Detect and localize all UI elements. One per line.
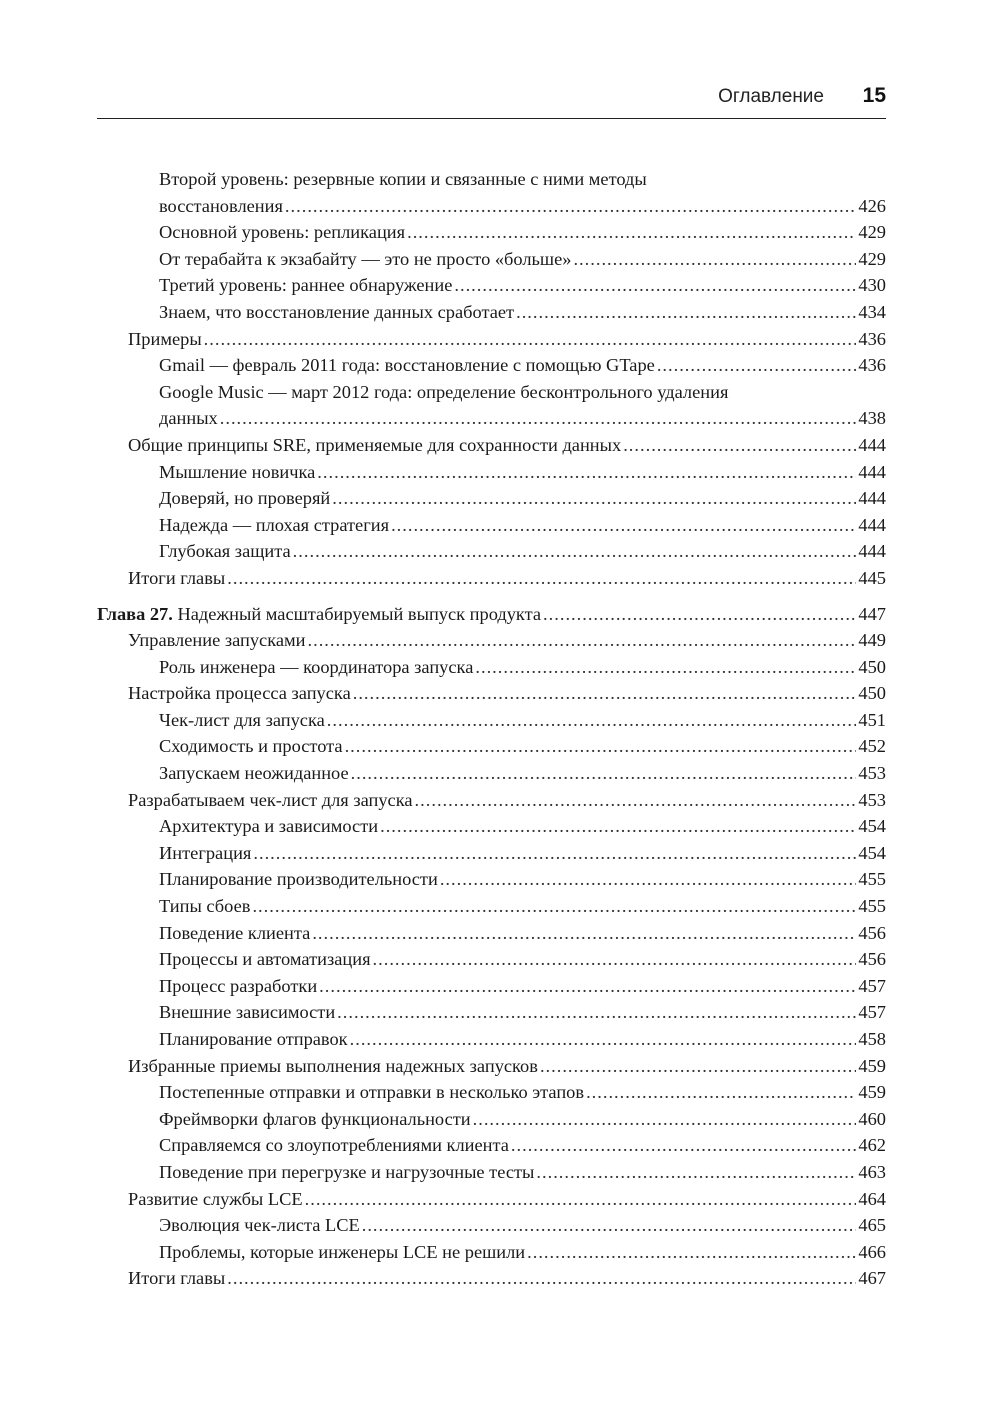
- toc-entry-line: [159, 973, 886, 1000]
- toc-entry-page-number: 447: [858, 603, 886, 624]
- toc-entry-title-text: Знаем, что восстановление данных сработает: [159, 301, 515, 322]
- toc-entry-title-text: Развитие службы LCE: [128, 1188, 303, 1209]
- toc-entry-title-text: Чек-лист для запуска: [159, 709, 325, 730]
- toc-entry-title-text: Надежда — плохая стратегия: [159, 514, 390, 535]
- toc-entry-page-number: 449: [858, 630, 886, 651]
- toc-entry-page-number: 454: [858, 816, 886, 837]
- toc-entry-title: [159, 1212, 360, 1239]
- toc-entry[interactable]: [97, 840, 886, 867]
- dot-leader: [252, 893, 856, 920]
- dot-leader: [285, 193, 856, 220]
- toc-entry-line: [159, 813, 886, 840]
- toc-entry-title-text: Роль инженера — координатора запуска: [159, 656, 474, 677]
- toc-entry-line: [128, 565, 886, 592]
- toc-entry-page-number: 430: [858, 275, 886, 296]
- toc-entry-title-line: Второй уровень: резервные копии и связанные с ними методы: [159, 169, 647, 189]
- toc-entry[interactable]: [97, 680, 886, 707]
- dot-leader: [293, 538, 857, 565]
- toc-entry-title-text: Управление запусками: [128, 630, 306, 651]
- toc-entry-line: [159, 1212, 886, 1239]
- toc-entry-page-number: 457: [858, 1002, 886, 1023]
- toc-entry-title: [159, 654, 473, 681]
- toc-entry-title-text: Фреймворки флагов функциональности: [159, 1108, 471, 1129]
- toc-entry-line: [159, 1132, 886, 1159]
- toc-entry-title-text: Третий уровень: раннее обнаружение: [159, 275, 453, 296]
- toc-entry-title: [159, 272, 452, 299]
- dot-leader: [350, 1026, 857, 1053]
- toc-entry-title: [159, 485, 330, 512]
- toc-entry-title: [159, 733, 343, 760]
- toc-entry-title: [128, 326, 202, 353]
- toc-entry[interactable]: [97, 920, 886, 947]
- toc-entry-line: [159, 405, 886, 432]
- toc-entry-title: [128, 1265, 225, 1292]
- toc-entry-line: [159, 1239, 886, 1266]
- toc-entry-title-text: Итоги главы: [128, 567, 226, 588]
- toc-entry-title-text: Избранные приемы выполнения надежных запусков: [128, 1055, 538, 1076]
- toc-entry[interactable]: [97, 1212, 886, 1239]
- toc-entry-title: [159, 299, 514, 326]
- toc-entry-page-number: 450: [858, 683, 886, 704]
- toc-entry-title: [128, 680, 351, 707]
- toc-entry[interactable]: [97, 459, 886, 486]
- toc-entry-line: [128, 1053, 886, 1080]
- toc-entry-title: [159, 866, 438, 893]
- toc-entry-title-text: Проблемы, которые инженеры LCE не решили: [159, 1241, 526, 1262]
- toc-entry-title: [159, 920, 310, 947]
- toc-entry[interactable]: [97, 379, 886, 432]
- dot-leader: [373, 946, 857, 973]
- toc-entry-line: [159, 459, 886, 486]
- toc-entry[interactable]: [97, 973, 886, 1000]
- toc-entry-page-number: 462: [858, 1135, 886, 1156]
- toc-entry-page-number: 451: [858, 709, 886, 730]
- toc-entry-page-number: 444: [858, 488, 886, 509]
- toc-entry-title-text: Разрабатываем чек-лист для запуска: [128, 789, 413, 810]
- toc-entry-line: [159, 1106, 886, 1133]
- toc-entry-title: [159, 760, 349, 787]
- toc-entry-page-number: 463: [858, 1161, 886, 1182]
- toc-entry-title: [159, 1106, 471, 1133]
- toc-entry[interactable]: [97, 485, 886, 512]
- chapter-gap: [97, 592, 886, 601]
- toc-entry-page-number: 426: [858, 195, 886, 216]
- toc-entry-page-number: 429: [858, 248, 886, 269]
- toc-entry-title-text: Поведение клиента: [159, 922, 311, 943]
- dot-leader: [573, 246, 856, 273]
- running-header: [97, 84, 886, 119]
- dot-leader: [407, 219, 856, 246]
- toc-entry-title: [159, 193, 283, 220]
- toc-entry-line: [159, 866, 886, 893]
- dot-leader: [351, 760, 857, 787]
- dot-leader: [220, 405, 857, 432]
- toc-entry-line: [159, 760, 886, 787]
- toc-entry-title: [159, 1026, 348, 1053]
- dot-leader: [337, 999, 856, 1026]
- dot-leader: [586, 1079, 856, 1106]
- toc-entry[interactable]: [97, 893, 886, 920]
- toc-entry-page-number: 456: [858, 949, 886, 970]
- dot-leader: [536, 1159, 856, 1186]
- toc-entry-line: [128, 432, 886, 459]
- dot-leader: [312, 920, 856, 947]
- toc-entry[interactable]: [97, 352, 886, 379]
- toc-entry-line: [159, 1159, 886, 1186]
- toc-entry-line: [159, 246, 886, 273]
- toc-entry[interactable]: [97, 1053, 886, 1080]
- toc-entry-page-number: 453: [858, 789, 886, 810]
- toc-entry-page-number: 444: [858, 461, 886, 482]
- toc-entry-line: [159, 299, 886, 326]
- dot-leader: [475, 654, 856, 681]
- toc-entry-title-text: Gmail — февраль 2011 года: восстановление с помощью GTape: [159, 355, 655, 376]
- toc-entry-line: [159, 999, 886, 1026]
- toc-entry[interactable]: [97, 1239, 886, 1266]
- dot-leader: [527, 1239, 856, 1266]
- dot-leader: [308, 627, 857, 654]
- toc-entry-title: [128, 627, 306, 654]
- toc-entry-page-number: 444: [858, 541, 886, 562]
- dot-leader: [440, 866, 857, 893]
- toc-entry-title-text: Мышление новичка: [159, 461, 316, 482]
- toc-entry[interactable]: [97, 219, 886, 246]
- toc-entry-page-number: 438: [858, 408, 886, 429]
- toc-entry-title-text: Процессы и автоматизация: [159, 949, 371, 970]
- toc-entry-title: [159, 459, 315, 486]
- toc-entry[interactable]: [97, 166, 886, 219]
- toc-entry-title-text: Постепенные отправки и отправки в несколько этапов: [159, 1082, 585, 1103]
- toc-entry[interactable]: [97, 654, 886, 681]
- toc-entry-title: [159, 840, 251, 867]
- toc-entry[interactable]: [97, 1079, 886, 1106]
- toc-entry[interactable]: [97, 1186, 886, 1213]
- toc-entry-title-text: Внешние зависимости: [159, 1002, 336, 1023]
- toc-entry-title: [159, 813, 378, 840]
- toc-entry-title: [159, 512, 389, 539]
- toc-entry-line: [159, 946, 886, 973]
- toc-entry-title: [159, 893, 250, 920]
- toc-entry[interactable]: [97, 512, 886, 539]
- toc-entry-title-text: Планирование отправок: [159, 1029, 348, 1049]
- toc-entry-page-number: 455: [858, 896, 886, 917]
- dot-leader: [332, 485, 856, 512]
- toc-entry-title-text: Эволюция чек-листа LCE: [159, 1215, 360, 1236]
- toc-entry-title: [159, 405, 218, 432]
- dot-leader: [391, 512, 856, 539]
- dot-leader: [345, 733, 857, 760]
- toc-entry-title-text: Процесс разработки: [159, 975, 318, 996]
- toc-entry-line: [159, 920, 886, 947]
- toc-entry-page-number: 436: [858, 355, 886, 376]
- dot-leader: [305, 1186, 857, 1213]
- toc-entry-page-number: 457: [858, 975, 886, 996]
- dot-leader: [543, 601, 856, 628]
- toc-entry-page-number: 459: [858, 1055, 886, 1076]
- toc-entry-title: [159, 538, 291, 565]
- toc-entry-title-text: Настройка процесса запуска: [128, 683, 351, 704]
- dot-leader: [362, 1212, 857, 1239]
- toc-entry-line: [97, 601, 886, 628]
- toc-entry[interactable]: [97, 272, 886, 299]
- toc-entry-line: [159, 193, 886, 220]
- toc-entry-page-number: 458: [858, 1029, 886, 1049]
- toc-entry[interactable]: [97, 326, 886, 353]
- toc-entry-title: [159, 1239, 525, 1266]
- toc-entry-title-text: Поведение при перегрузке и нагрузочные тесты: [159, 1161, 535, 1182]
- dot-leader: [454, 272, 856, 299]
- dot-leader: [319, 973, 856, 1000]
- toc-entry-title-text: Примеры: [128, 328, 202, 349]
- toc-entry-title-text: восстановления: [159, 195, 283, 216]
- toc-entry-page-number: 444: [858, 434, 886, 455]
- toc-entry-line: [159, 840, 886, 867]
- toc-entry-title: [159, 946, 371, 973]
- toc-entry-line: [159, 654, 886, 681]
- toc-entry-title-text: Планирование производительности: [159, 869, 438, 890]
- toc-entry-line: [128, 326, 886, 353]
- toc-entry-line: [128, 680, 886, 707]
- toc-chapter-entry[interactable]: [97, 601, 886, 628]
- dot-leader: [317, 459, 856, 486]
- dot-leader: [623, 432, 856, 459]
- toc-entry-title-text: данных: [159, 408, 218, 429]
- toc-entry[interactable]: [97, 1106, 886, 1133]
- toc-entry-title: [97, 601, 541, 628]
- toc-entry[interactable]: [97, 299, 886, 326]
- toc-entry-page-number: 454: [858, 842, 886, 863]
- toc-entry-title: [159, 1079, 584, 1106]
- toc-entry-line: [159, 352, 886, 379]
- toc-entry-line: [128, 1265, 886, 1292]
- toc-entry-title-text: Запускаем неожиданное: [159, 763, 349, 784]
- toc-entry-page-number: 456: [858, 922, 886, 943]
- toc-entry-title: [128, 787, 413, 814]
- toc-entry-line: [128, 1186, 886, 1213]
- toc-entry-title-text: Итоги главы: [128, 1268, 226, 1289]
- dot-leader: [473, 1106, 857, 1133]
- toc-entry-title: [159, 999, 335, 1026]
- dot-leader: [253, 840, 856, 867]
- toc-entry-page-number: 464: [858, 1188, 886, 1209]
- toc-entry-title-text: От терабайта к экзабайту — это не просто «больше»: [159, 248, 572, 269]
- toc-entry[interactable]: [97, 707, 886, 734]
- dot-leader: [380, 813, 856, 840]
- toc-entry-title-line: Google Music — март 2012 года: определение бесконтрольного удаления: [159, 381, 729, 402]
- toc-entry-page-number: 445: [858, 567, 886, 588]
- toc-entry-title: [159, 1132, 509, 1159]
- toc-entry-line: [159, 485, 886, 512]
- toc-entry-title: [128, 565, 225, 592]
- page-number: 15: [862, 84, 886, 107]
- toc-entry[interactable]: [97, 627, 886, 654]
- toc-entry-page-number: 434: [858, 301, 886, 322]
- toc-entry-page-number: 429: [858, 222, 886, 243]
- toc-entry-page-number: 467: [858, 1268, 886, 1289]
- toc-entry[interactable]: [97, 246, 886, 273]
- toc-entry-title-text: Общие принципы SRE, применяемые для сохранности данных: [128, 434, 622, 455]
- toc-entry-line: [128, 627, 886, 654]
- toc-entry[interactable]: [97, 565, 886, 592]
- toc-entry[interactable]: [97, 432, 886, 459]
- toc-entry-title-text: Основной уровень: репликация: [159, 222, 406, 243]
- toc-entry[interactable]: [97, 760, 886, 787]
- toc-entry-title: [128, 1053, 538, 1080]
- toc-entry-title: [159, 352, 655, 379]
- dot-leader: [516, 299, 856, 326]
- dot-leader: [540, 1053, 856, 1080]
- toc-entry-page-number: 453: [858, 763, 886, 784]
- running-title: Оглавление: [718, 86, 824, 107]
- toc-entry-line: [128, 787, 886, 814]
- toc-entry-title-text: Сходимость и простота: [159, 736, 343, 757]
- toc-entry-line: [159, 1026, 886, 1053]
- toc-entry[interactable]: [97, 813, 886, 840]
- toc-entry-line: [159, 272, 886, 299]
- toc-entry-page-number: 436: [858, 328, 886, 349]
- toc-entry-title: [128, 1186, 303, 1213]
- toc-entry[interactable]: [97, 787, 886, 814]
- dot-leader: [415, 787, 857, 814]
- toc-entry[interactable]: [97, 733, 886, 760]
- table-of-contents: [97, 166, 886, 1292]
- toc-entry-title-text: Глубокая защита: [159, 541, 291, 562]
- toc-entry-title-text: Надежный масштабируемый выпуск продукта: [177, 603, 542, 624]
- chapter-number: Глава 27.: [97, 603, 173, 624]
- toc-entry-title: [159, 973, 317, 1000]
- toc-entry-page-number: 459: [858, 1082, 886, 1103]
- dot-leader: [327, 707, 857, 734]
- toc-entry[interactable]: [97, 946, 886, 973]
- toc-entry-title-text: Справляемся со злоупотреблениями клиента: [159, 1135, 509, 1156]
- toc-entry[interactable]: [97, 1265, 886, 1292]
- toc-entry-title: [159, 1159, 534, 1186]
- toc-entry-page-number: 455: [858, 869, 886, 890]
- dot-leader: [204, 326, 857, 353]
- toc-entry-title-text: Архитектура и зависимости: [159, 816, 379, 837]
- toc-entry[interactable]: [97, 1159, 886, 1186]
- toc-entry[interactable]: [97, 866, 886, 893]
- toc-entry-page-number: 465: [858, 1215, 886, 1236]
- toc-entry-title-text: Типы сбоев: [159, 896, 251, 917]
- toc-entry-page-number: 452: [858, 736, 886, 757]
- dot-leader: [511, 1132, 857, 1159]
- dot-leader: [227, 1265, 856, 1292]
- toc-entry-page-number: 460: [858, 1108, 886, 1129]
- toc-entry-title: [159, 219, 405, 246]
- toc-entry[interactable]: [97, 538, 886, 565]
- dot-leader: [227, 565, 856, 592]
- toc-entry-line: [159, 219, 886, 246]
- toc-entry-line: [159, 538, 886, 565]
- toc-entry-line: [159, 893, 886, 920]
- toc-entry-line: [159, 512, 886, 539]
- dot-leader: [657, 352, 857, 379]
- toc-entry-title: [128, 432, 621, 459]
- toc-entry-page-number: 444: [858, 514, 886, 535]
- dot-leader: [353, 680, 857, 707]
- toc-entry-title: [159, 707, 325, 734]
- toc-entry-title: [159, 246, 571, 273]
- toc-entry[interactable]: [97, 1026, 886, 1053]
- toc-entry-title-text: Интеграция: [159, 842, 252, 863]
- toc-entry[interactable]: [97, 1132, 886, 1159]
- toc-entry-line: [159, 733, 886, 760]
- toc-entry-page-number: 450: [858, 656, 886, 677]
- toc-entry-line: [159, 707, 886, 734]
- toc-entry-line: [159, 1079, 886, 1106]
- toc-entry[interactable]: [97, 999, 886, 1026]
- toc-entry-title-text: Доверяй, но проверяй: [159, 488, 331, 509]
- toc-entry-page-number: 466: [858, 1241, 886, 1262]
